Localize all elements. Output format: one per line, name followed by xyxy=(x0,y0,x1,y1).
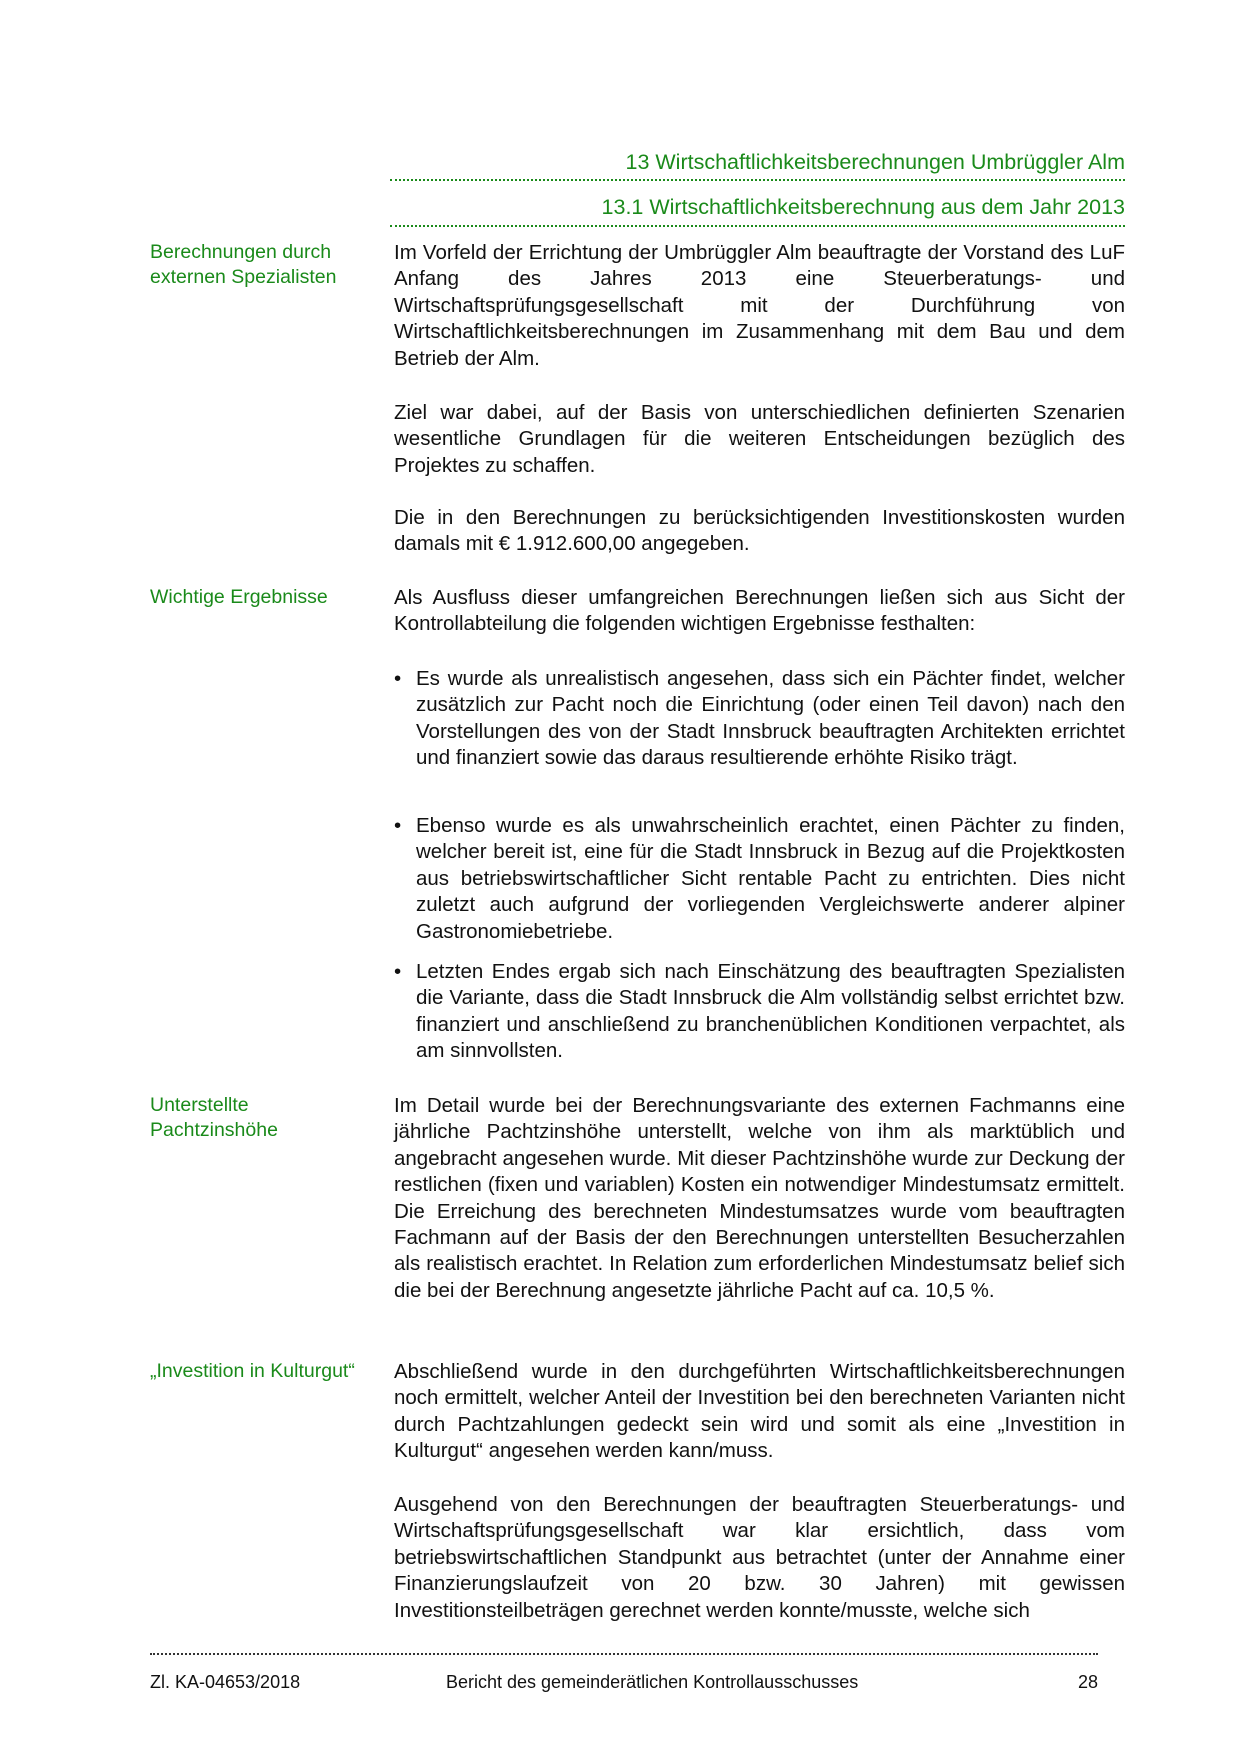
margin-label: Wichtige Ergebnisse xyxy=(150,586,328,608)
paragraph: Ziel war dabei, auf der Basis von unterschiedlichen definierten Szenarien wesentliche Grundlagen für die weiteren Entscheidungen bezüglich des Projektes zu schaffen. xyxy=(394,401,1125,477)
chapter-heading: 13 Wirtschaftlichkeitsberechnungen Umbrüggler Alm xyxy=(625,150,1125,174)
footer-reference: Zl. KA-04653/2018 xyxy=(150,1672,301,1692)
divider xyxy=(390,179,1125,181)
section-heading: 13.1 Wirtschaftlichkeitsberechnung aus dem Jahr 2013 xyxy=(601,195,1125,219)
divider xyxy=(390,225,1125,227)
footer-divider xyxy=(150,1653,1098,1655)
bullet-item xyxy=(394,666,1125,772)
paragraph: Als Ausfluss dieser umfangreichen Berechnungen ließen sich aus Sicht der Kontrollabteilung die folgenden wichtigen Ergebnisse festhalten: xyxy=(394,586,1125,636)
bullet-text: Letzten Endes ergab sich nach Einschätzung des beauftragten Spezialisten die Variante, dass die Stadt Innsbruck die Alm vollständig selbst errichtet bzw. finanziert und anschließend zu branchenüblichen Konditionen verpachtet, als am sinnvollsten. xyxy=(416,960,1125,1063)
bullet-text: Ebenso wurde es als unwahrscheinlich erachtet, einen Pächter zu finden, welcher bereit ist, eine für die Stadt Innsbruck in Bezug auf die Projektkosten aus betriebswirtschaftlicher Sicht rentable Pacht zu entrichten. Dies nicht zuletzt auch aufgrund der vorliegenden Vergleichswerte anderer alpiner Gastronomiebetriebe. xyxy=(416,814,1125,943)
bullet-item xyxy=(394,959,1125,1065)
footer-title: Bericht des gemeinderätlichen Kontrollausschusses xyxy=(446,1672,859,1692)
bullet-icon: • xyxy=(394,814,402,837)
paragraph: Im Detail wurde bei der Berechnungsvariante des externen Fachmanns eine jährliche Pachtzinshöhe unterstellt, welche von ihm als marktüblich und angebracht angesehen wurde. Mit dieser Pachtzinshöhe wurde zur Deckung der restlichen (fixen und variablen) Kosten ein notwendiger Mindestumsatz ermittelt. Die Erreichung des berechneten Mindestumsatzes wurde vom beauftragten Fachmann auf der Basis der den Berechnungen unterstellten Besucherzahlen als realistisch erachtet. In Relation zum erforderlichen Mindestumsatz belief sich die bei der Berechnung angesetzte jährliche Pacht auf ca. 10,5 %. xyxy=(394,1094,1125,1302)
paragraph: Abschließend wurde in den durchgeführten Wirtschaftlichkeitsberechnungen noch ermittelt, welcher Anteil der Investition bei den berechneten Varianten nicht durch Pachtzahlungen gedeckt sein wird und somit als eine „Investition in Kulturgut“ angesehen werden kann/muss. xyxy=(394,1360,1125,1463)
bullet-icon: • xyxy=(394,667,402,690)
paragraph: Die in den Berechnungen zu berücksichtigenden Investitionskosten wurden damals mit € 1.912.600,00 angegeben. xyxy=(394,506,1125,556)
paragraph: Ausgehend von den Berechnungen der beauftragten Steuerberatungs- und Wirtschaftsprüfungsgesellschaft war klar ersichtlich, dass vom betriebswirtschaftlichen Standpunkt aus betrachtet (unter der Annahme einer Finanzierungslaufzeit von 20 bzw. 30 Jahren) mit gewissen Investitionsteilbeträgen gerechnet werden konnte/musste, welche sich xyxy=(394,1493,1125,1622)
margin-label: Unterstellte Pachtzinshöhe xyxy=(150,1094,278,1141)
page-number: 28 xyxy=(1078,1672,1099,1692)
bullet-text: Es wurde als unrealistisch angesehen, dass sich ein Pächter findet, welcher zusätzlich zur Pacht noch die Einrichtung (oder einen Teil davon) nach den Vorstellungen des von der Stadt Innsbruck beauftragten Architekten errichtet und finanziert sowie das daraus resultierende erhöhte Risiko trägt. xyxy=(416,667,1125,770)
margin-label: Berechnungen durch externen Spezialisten xyxy=(150,241,337,288)
bullet-item xyxy=(394,813,1125,945)
margin-label: „Investition in Kulturgut“ xyxy=(150,1360,355,1382)
bullet-icon: • xyxy=(394,960,402,983)
paragraph: Im Vorfeld der Errichtung der Umbrüggler Alm beauftragte der Vorstand des LuF Anfang des Jahres 2013 eine Steuerberatungs- und Wirtschaftsprüfungsgesellschaft mit der Durchführung von Wirtschaftlichkeitsberechnungen im Zusammenhang mit dem Bau und dem Betrieb der Alm. xyxy=(394,241,1125,370)
